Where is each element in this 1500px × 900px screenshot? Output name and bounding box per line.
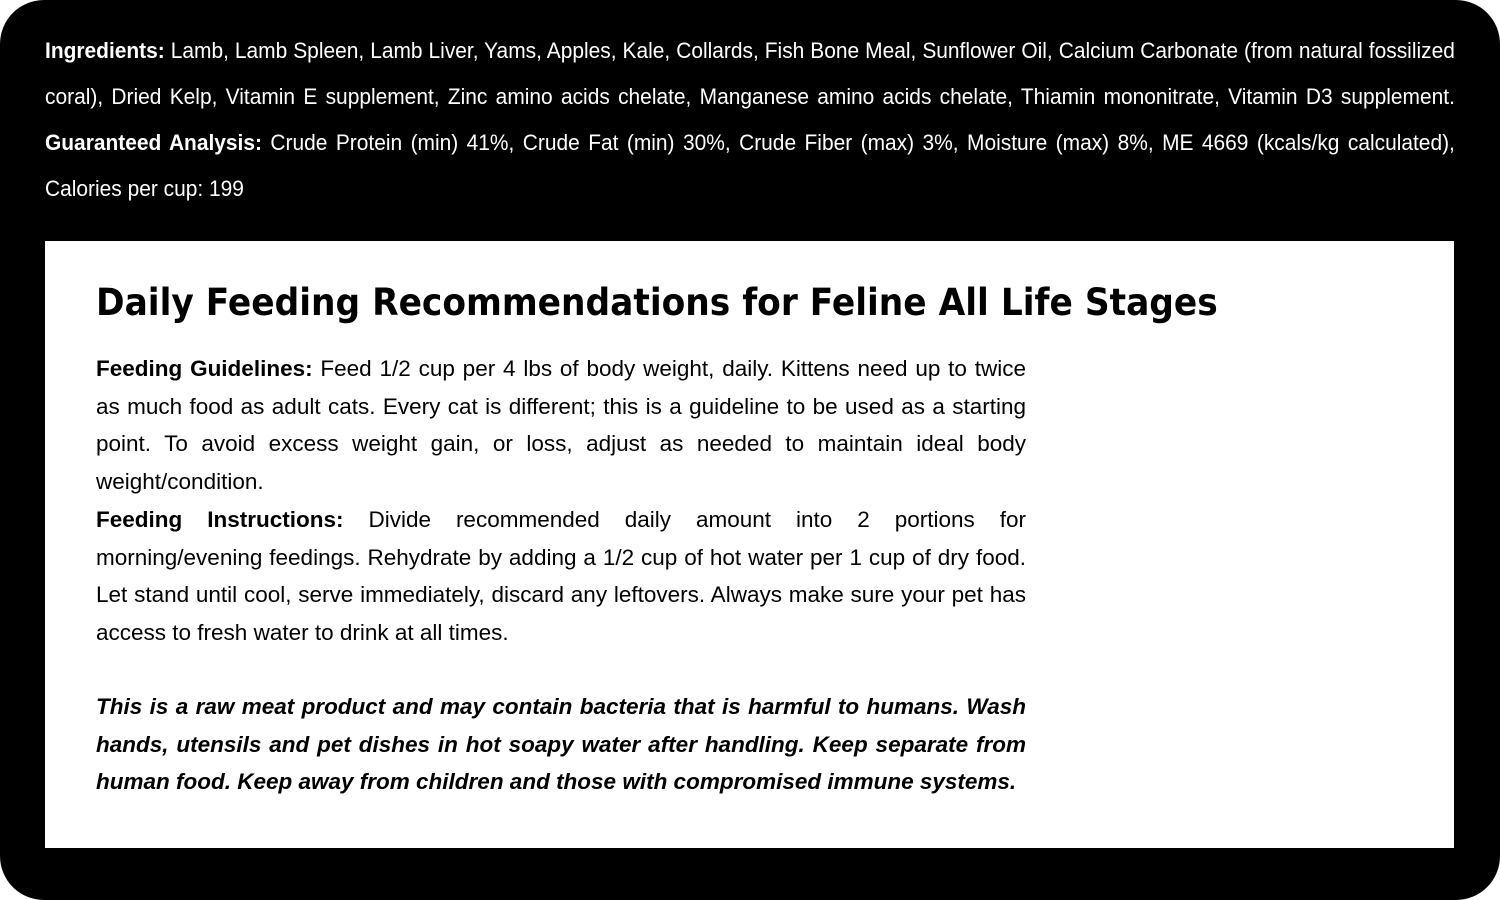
raw-meat-warning: This is a raw meat product and may contain bacteria that is harmful to humans. Wash hands, utensils and pet dishes in hot soapy water after handling. Keep separate from human food. Keep away from children and those with compromised immune systems.	[96, 694, 1026, 794]
feeding-guidelines-text: Feed 1/2 cup per 4 lbs of body weight, daily. Kittens need up to twice as much food as adult cats. Every cat is different; this is a guideline to be used as a starting point. To avoid excess weight gain, or loss, adjust as needed to maintain ideal body weight/condition.	[96, 356, 1026, 494]
feeding-title: Daily Feeding Recommendations for Feline All Life Stages	[96, 281, 1218, 324]
ingredients-text: Lamb, Lamb Spleen, Lamb Liver, Yams, Apples, Kale, Collards, Fish Bone Meal, Sunflower Oil, Calcium Carbonate (from natural fossilized coral), Dried Kelp, Vitamin E supplement, Zinc amino acids chelate, Manganese amino acids chelate, Thiamin mononitrate, Vitamin D3 supplement.	[45, 38, 1455, 109]
feeding-instructions-paragraph	[96, 501, 1026, 651]
feeding-instructions-label: Feeding Instructions:	[96, 507, 344, 532]
feeding-guidelines-label: Feeding Guidelines:	[96, 356, 313, 381]
guaranteed-analysis-label: Guaranteed Analysis:	[45, 130, 262, 155]
feeding-guidelines-paragraph	[96, 350, 1026, 500]
feeding-recommendations-panel	[45, 241, 1454, 848]
ingredients-section	[45, 28, 1455, 212]
feeding-instructions-text: Divide recommended daily amount into 2 portions for morning/evening feedings. Rehydrate by adding a 1/2 cup of hot water per 1 cup of dry food. Let stand until cool, serve immediately, discard any leftovers. Always make sure your pet has access to fresh water to drink at all times.	[96, 507, 1026, 645]
guaranteed-analysis-text: Crude Protein (min) 41%, Crude Fat (min) 30%, Crude Fiber (max) 3%, Moisture (max) 8%, ME 4669 (kcals/kg calculated), Calories per cup: 199	[45, 130, 1455, 201]
ingredients-label: Ingredients:	[45, 38, 165, 63]
